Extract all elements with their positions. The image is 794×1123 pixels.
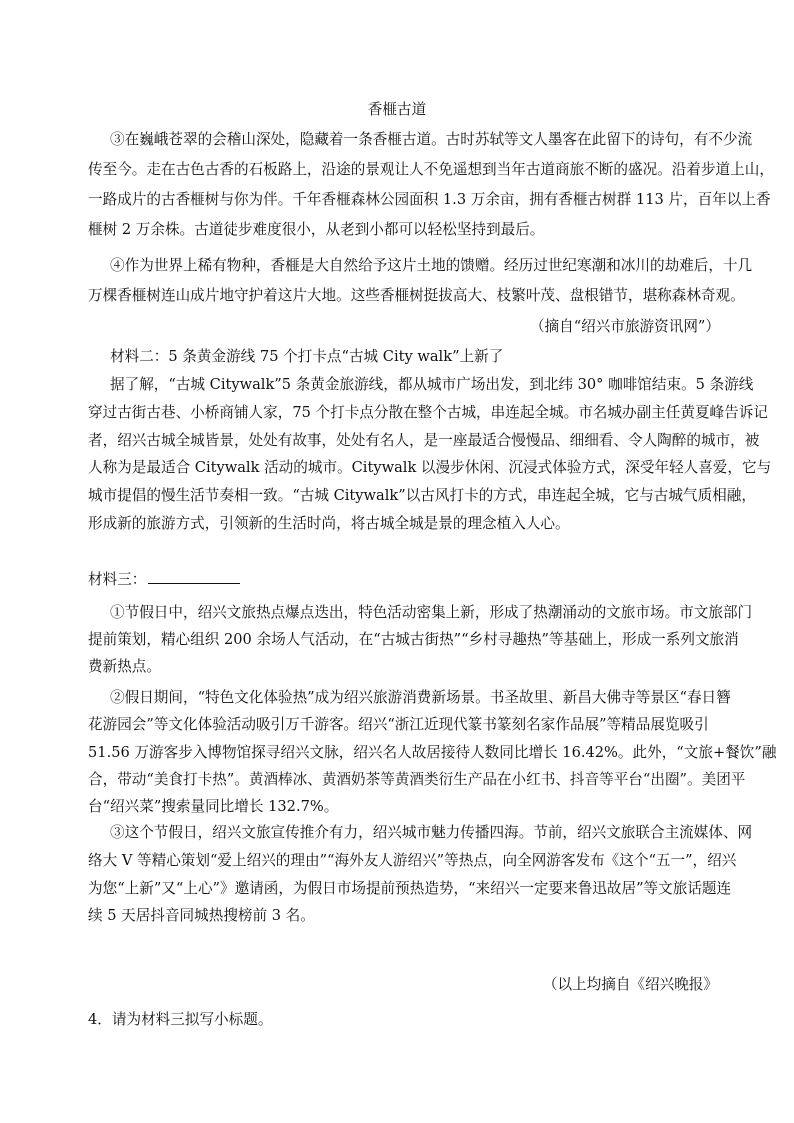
text-line: 提前策划，精心组织 200 余场人气活动，在“古城古街热”“乡村寻趣热”等基础上，形成一系列文旅消 (88, 631, 739, 649)
text-line: ①节假日中，绍兴文旅热点爆点迭出，特色活动密集上新，形成了热潮涌动的文旅市场。市文旅部门 (110, 604, 753, 621)
text-line: ③在巍峨苍翠的会稽山深处，隐藏着一条香榧古道。古时苏轼等文人墨客在此留下的诗句，有不少流 (110, 131, 753, 148)
text-line: （以上均摘自《绍兴晚报》 (542, 976, 718, 993)
question (88, 1006, 722, 1034)
material2-title (88, 343, 722, 371)
text-line: 花游园会”等文化体验活动吸引万千游客。绍兴“浙江近现代篆书篆刻名家作品展”等精品展览吸引 (88, 716, 709, 734)
section-title: 香榧古道 (367, 101, 427, 118)
text-line: 材料二：5 条黄金游线 75 个打卡点“古城 City walk”上新了 (110, 348, 504, 365)
text-line: 形成新的旅游方式，引领新的生活时尚，将古城全城是景的理念植入人心。 (88, 514, 570, 532)
text-line: 费新热点。 (88, 658, 161, 676)
question-text: 4．请为材料三拟写小标题。 (88, 1011, 273, 1028)
source-citation (88, 313, 720, 341)
text-line: 传至今。走在古色古香的石板路上，沿途的景观让人不免遥想到当年古道商旅不断的盛况。沿着步道上山， (88, 161, 774, 178)
text-line: ②假日期间，“特色文化体验热”成为绍兴旅游消费新场景。书圣故里、新昌大佛寺等景区“春日簪 (110, 689, 731, 706)
text-line: 51.56 万游客步入博物馆探寻绍兴文脉，绍兴名人故居接待人数同比增长 16.42%。此外，“文旅+餐饮”融 (88, 743, 777, 761)
title-blank-line[interactable] (148, 569, 240, 584)
text-line: 台“绍兴菜”搜索量同比增长 132.7%。 (88, 798, 339, 816)
text-line: （摘自“绍兴市旅游资讯网”） (529, 318, 720, 335)
text-line: 人称为是最适合 Citywalk 活动的城市。Citywalk 以漫步休闲、沉浸式体验方式，深受年轻人喜爱，它与 (88, 459, 772, 477)
paragraph-4 (88, 251, 753, 311)
text-line: 穿过古街古巷、小桥商铺人家，75 个打卡点分散在整个古城，串连起全城。市名城办副主任黄夏峰告诉记 (88, 403, 768, 421)
material3-paragraph-1 (88, 599, 753, 681)
text-line: 络大 V 等精心策划“爱上绍兴的理由”“海外友人游绍兴”等热点，向全网游客发布《这个“五一”，绍兴 (88, 851, 737, 869)
material3-title (88, 566, 722, 594)
paragraph-3 (88, 125, 774, 245)
text-line: 续 5 天居抖音同城热搜榜前 3 名。 (88, 907, 315, 925)
source-citation (88, 971, 718, 999)
text-line: 合，带动“美食打卡热”。黄酒棒冰、黄酒奶茶等黄酒类衍生产品在小红书、抖音等平台“出圈”。美团平 (88, 770, 746, 788)
text-line: 为您“上新”又“上心”》邀请函，为假日市场提前预热造势，“来绍兴一定要来鲁迅故居”等文旅话题连 (88, 879, 732, 897)
text-line: 据了解，“古城 Citywalk”5 条黄金旅游线，都从城市广场出发，到北纬 30° 咖啡馆结束。5 条游线 (110, 376, 754, 393)
text-line: 城市提倡的慢生活节奏相一致。“古城 Citywalk”以古风打卡的方式，串连起全城，它与古城气质相融， (88, 487, 756, 505)
text-line: 榧树 2 万余株。古道徒步难度很小，从老到小都可以轻松坚持到最后。 (88, 221, 545, 238)
text-line: 万棵香榧树连山成片地守护着这片大地。这些香榧树挺拔高大、枝繁叶茂、盘根错节，堪称森林奇观。 (88, 287, 745, 304)
material3-label: 材料三： (88, 571, 147, 588)
text-line: 者，绍兴古城全城皆景，处处有故事，处处有名人，是一座最适合慢慢品、细细看、令人陶醉的城市，被 (88, 431, 760, 449)
material2-paragraph (88, 371, 772, 538)
text-line: ④作为世界上稀有物种，香榧是大自然给予这片土地的馈赠。经历过世纪寒潮和冰川的劫难后，十几 (110, 257, 753, 274)
text-line: 一路成片的古香榧树与你为伴。千年香榧森林公园面积 1.3 万余亩，拥有香榧古树群 113 片，百年以上香 (88, 191, 771, 208)
text-line: ③这个节假日，绍兴文旅宣传推介有力，绍兴城市魅力传播四海。节前，绍兴文旅联合主流媒体、网 (110, 824, 753, 841)
material3-paragraph-3 (88, 819, 753, 930)
material3-paragraph-2 (88, 684, 777, 820)
